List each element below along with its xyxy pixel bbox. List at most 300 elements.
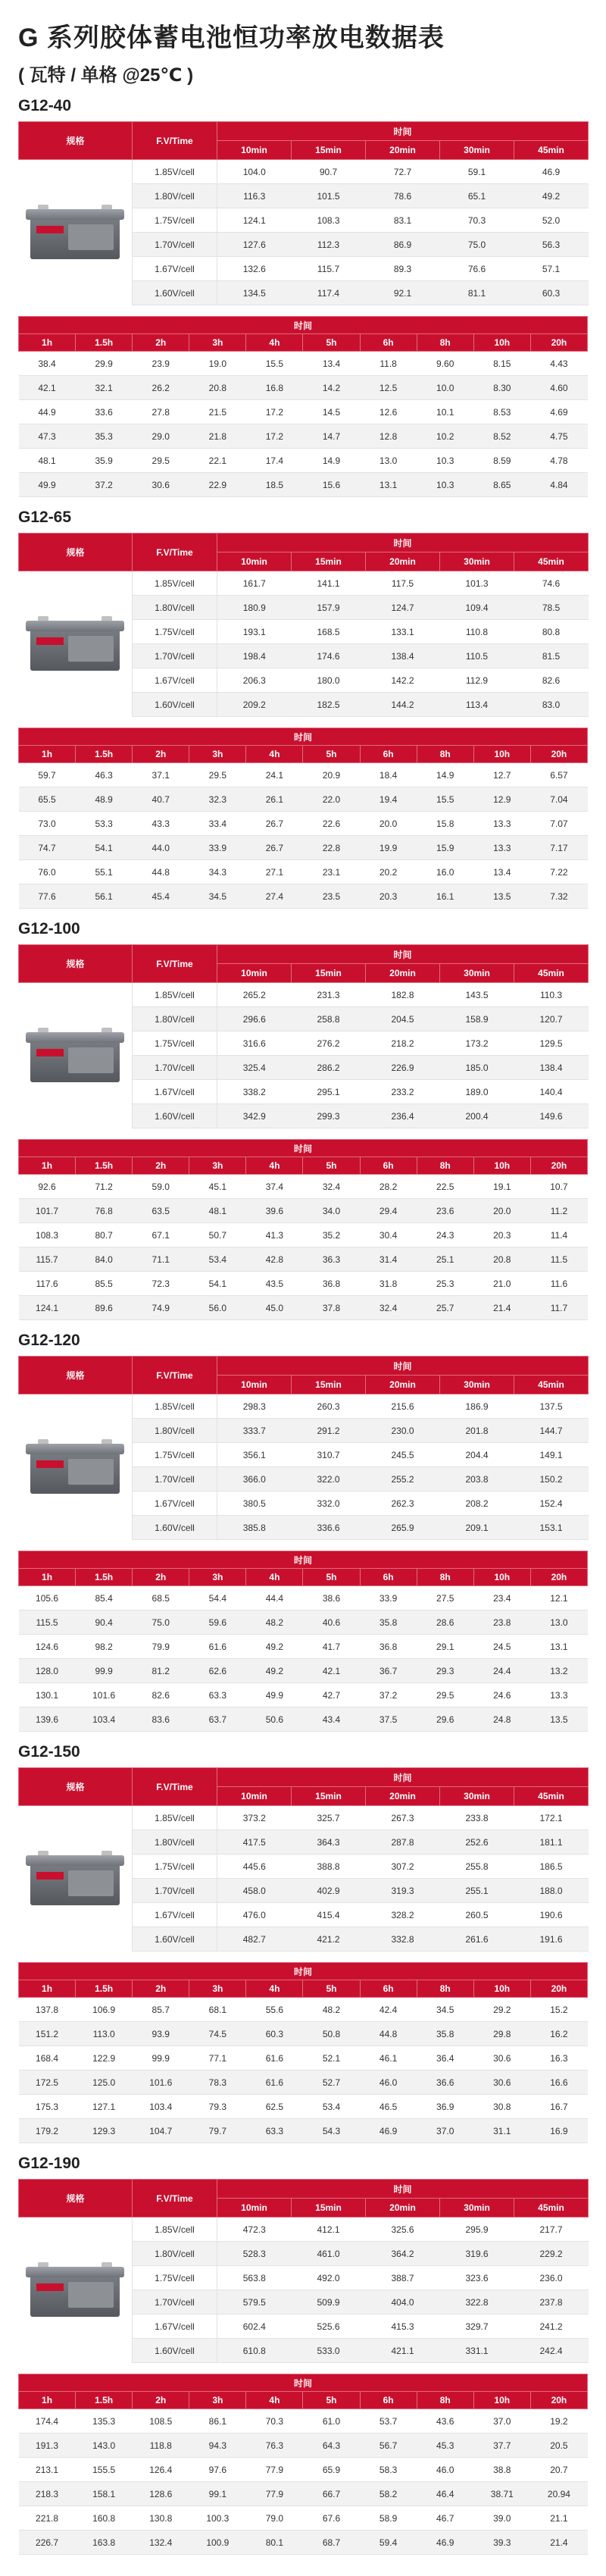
header-row xyxy=(19,317,588,334)
value-cell: 90.4 xyxy=(76,1610,133,1635)
value-cell: 152.4 xyxy=(514,1491,589,1516)
table-row xyxy=(19,1707,588,1732)
fv-cell: 1.75V/cell xyxy=(133,2266,217,2290)
value-cell: 21.8 xyxy=(189,424,246,449)
value-cell: 458.0 xyxy=(217,1879,292,1903)
model-section xyxy=(18,914,588,1326)
battery-image-cell xyxy=(19,571,133,717)
value-cell: 262.3 xyxy=(366,1491,440,1516)
value-cell: 23.5 xyxy=(303,884,360,909)
value-cell: 93.9 xyxy=(133,2022,189,2046)
value-cell: 71.2 xyxy=(76,1175,133,1199)
value-cell: 21.4 xyxy=(530,2531,587,2555)
fv-cell: 1.85V/cell xyxy=(133,2218,217,2242)
short-time-table xyxy=(18,121,589,305)
value-cell: 80.8 xyxy=(514,620,589,644)
value-cell: 563.8 xyxy=(217,2266,292,2290)
time-col-header: 8h xyxy=(417,2392,473,2409)
value-cell: 67.6 xyxy=(303,2506,360,2531)
time-col-header: 1h xyxy=(19,2392,76,2409)
value-cell: 71.1 xyxy=(133,1247,189,1272)
value-cell: 52.1 xyxy=(303,2046,360,2071)
time-col-header: 4h xyxy=(246,1980,303,1998)
time-col-header: 20h xyxy=(530,746,587,763)
value-cell: 19.2 xyxy=(530,2409,587,2434)
value-cell: 112.3 xyxy=(292,233,366,257)
fv-cell: 1.67V/cell xyxy=(133,1903,217,1927)
value-cell: 229.2 xyxy=(514,2242,589,2266)
value-cell: 133.1 xyxy=(366,620,440,644)
value-cell: 63.3 xyxy=(189,1683,246,1707)
value-cell: 49.9 xyxy=(246,1683,303,1707)
value-cell: 58.2 xyxy=(360,2482,417,2506)
table-row xyxy=(19,2531,588,2555)
fv-cell: 1.75V/cell xyxy=(133,1855,217,1879)
value-cell: 161.7 xyxy=(217,571,292,596)
value-cell: 233.8 xyxy=(440,1806,514,1830)
value-cell: 20.5 xyxy=(530,2434,587,2458)
value-cell: 163.8 xyxy=(76,2531,133,2555)
header-row xyxy=(19,728,588,746)
value-cell: 46.4 xyxy=(417,2482,473,2506)
table-row xyxy=(19,1586,588,1610)
value-cell: 20.0 xyxy=(473,1199,530,1223)
value-cell: 40.7 xyxy=(133,787,189,812)
value-cell: 13.4 xyxy=(303,352,360,376)
value-cell: 59.6 xyxy=(189,1610,246,1635)
value-cell: 54.3 xyxy=(303,2119,360,2143)
value-cell: 124.1 xyxy=(19,1296,76,1320)
value-cell: 82.6 xyxy=(133,1683,189,1707)
value-cell: 34.3 xyxy=(189,860,246,884)
value-cell: 11.5 xyxy=(530,1247,587,1272)
value-cell: 37.5 xyxy=(360,1707,417,1732)
value-cell: 14.5 xyxy=(303,400,360,424)
value-cell: 29.5 xyxy=(417,1683,473,1707)
value-cell: 329.7 xyxy=(440,2315,514,2339)
time-col-header: 6h xyxy=(360,1569,417,1586)
value-cell: 110.8 xyxy=(440,620,514,644)
time-col-header: 15min xyxy=(292,1376,366,1394)
value-cell: 138.4 xyxy=(366,644,440,668)
value-cell: 42.7 xyxy=(303,1683,360,1707)
value-cell: 149.1 xyxy=(514,1443,589,1467)
time-header: 时间 xyxy=(217,1768,589,1787)
value-cell: 36.8 xyxy=(360,1635,417,1659)
subheader-row xyxy=(19,1980,588,1998)
value-cell: 49.2 xyxy=(246,1635,303,1659)
value-cell: 236.0 xyxy=(514,2266,589,2290)
value-cell: 218.3 xyxy=(19,2482,76,2506)
value-cell: 12.7 xyxy=(473,763,530,787)
value-cell: 16.7 xyxy=(530,2095,587,2119)
value-cell: 37.0 xyxy=(417,2119,473,2143)
value-cell: 26.2 xyxy=(133,376,189,400)
value-cell: 85.7 xyxy=(133,1998,189,2022)
table-row xyxy=(19,1175,588,1199)
table-row xyxy=(19,1806,589,1830)
value-cell: 21.0 xyxy=(473,1272,530,1296)
battery-label xyxy=(36,1049,64,1056)
value-cell: 56.0 xyxy=(189,1296,246,1320)
value-cell: 13.2 xyxy=(530,1659,587,1683)
value-cell: 26.1 xyxy=(246,787,303,812)
value-cell: 204.5 xyxy=(366,1007,440,1031)
value-cell: 42.1 xyxy=(303,1659,360,1683)
value-cell: 208.2 xyxy=(440,1491,514,1516)
battery-image-cell xyxy=(19,1394,133,1540)
table-row xyxy=(19,2218,589,2242)
time-col-header: 45min xyxy=(514,964,589,983)
value-cell: 132.4 xyxy=(133,2531,189,2555)
battery-label xyxy=(36,637,64,645)
value-cell: 50.7 xyxy=(189,1223,246,1247)
value-cell: 15.5 xyxy=(246,352,303,376)
value-cell: 108.5 xyxy=(133,2409,189,2434)
short-time-table xyxy=(18,1356,589,1540)
value-cell: 32.4 xyxy=(303,1175,360,1199)
model-section xyxy=(18,1326,588,1737)
value-cell: 138.4 xyxy=(514,1056,589,1080)
value-cell: 242.4 xyxy=(514,2339,589,2363)
value-cell: 83.0 xyxy=(514,693,589,717)
time-col-header: 4h xyxy=(246,2392,303,2409)
value-cell: 115.7 xyxy=(19,1247,76,1272)
value-cell: 39.6 xyxy=(246,1199,303,1223)
value-cell: 25.1 xyxy=(417,1247,473,1272)
value-cell: 22.0 xyxy=(303,787,360,812)
value-cell: 4.69 xyxy=(530,400,587,424)
table-row xyxy=(19,376,588,400)
value-cell: 325.7 xyxy=(292,1806,366,1830)
value-cell: 10.7 xyxy=(530,1175,587,1199)
value-cell: 27.5 xyxy=(417,1586,473,1610)
table-row xyxy=(19,836,588,860)
value-cell: 322.0 xyxy=(292,1467,366,1491)
value-cell: 29.9 xyxy=(76,352,133,376)
time-col-header: 10h xyxy=(473,1157,530,1175)
fv-cell: 1.70V/cell xyxy=(133,1879,217,1903)
time-col-header: 2h xyxy=(133,1980,189,1998)
value-cell: 172.1 xyxy=(514,1806,589,1830)
fv-cell: 1.85V/cell xyxy=(133,1394,217,1419)
value-cell: 77.6 xyxy=(19,884,76,909)
value-cell: 193.1 xyxy=(217,620,292,644)
value-cell: 34.5 xyxy=(417,1998,473,2022)
value-cell: 13.0 xyxy=(530,1610,587,1635)
value-cell: 24.5 xyxy=(473,1635,530,1659)
value-cell: 27.8 xyxy=(133,400,189,424)
value-cell: 13.4 xyxy=(473,860,530,884)
table-row xyxy=(19,2046,588,2071)
time-header: 时间 xyxy=(19,728,588,746)
value-cell: 528.3 xyxy=(217,2242,292,2266)
model-section xyxy=(18,1737,588,2149)
value-cell: 12.5 xyxy=(360,376,417,400)
value-cell: 49.2 xyxy=(246,1659,303,1683)
fv-cell: 1.60V/cell xyxy=(133,1927,217,1952)
value-cell: 388.7 xyxy=(366,2266,440,2290)
value-cell: 237.8 xyxy=(514,2290,589,2315)
value-cell: 14.9 xyxy=(417,763,473,787)
value-cell: 55.6 xyxy=(246,1998,303,2022)
time-col-header: 20h xyxy=(530,2392,587,2409)
value-cell: 174.6 xyxy=(292,644,366,668)
value-cell: 175.3 xyxy=(19,2095,76,2119)
time-col-header: 45min xyxy=(514,2199,589,2218)
value-cell: 7.32 xyxy=(530,884,587,909)
value-cell: 59.4 xyxy=(360,2531,417,2555)
value-cell: 141.1 xyxy=(292,571,366,596)
value-cell: 20.9 xyxy=(303,763,360,787)
time-col-header: 3h xyxy=(189,1569,246,1586)
value-cell: 8.59 xyxy=(473,449,530,473)
value-cell: 64.3 xyxy=(303,2434,360,2458)
value-cell: 295.1 xyxy=(292,1080,366,1104)
value-cell: 322.8 xyxy=(440,2290,514,2315)
value-cell: 482.7 xyxy=(217,1927,292,1952)
time-col-header: 15min xyxy=(292,1787,366,1806)
value-cell: 153.1 xyxy=(514,1516,589,1540)
value-cell: 11.2 xyxy=(530,1199,587,1223)
value-cell: 21.5 xyxy=(189,400,246,424)
value-cell: 98.2 xyxy=(76,1635,133,1659)
value-cell: 83.1 xyxy=(366,208,440,233)
model-section xyxy=(18,91,588,502)
time-col-header: 6h xyxy=(360,746,417,763)
value-cell: 241.2 xyxy=(514,2315,589,2339)
value-cell: 78.6 xyxy=(366,184,440,208)
spec-header: 规格 xyxy=(19,122,133,160)
value-cell: 30.6 xyxy=(133,473,189,497)
value-cell: 11.4 xyxy=(530,1223,587,1247)
value-cell: 328.2 xyxy=(366,1903,440,1927)
value-cell: 117.6 xyxy=(19,1272,76,1296)
header-row xyxy=(19,1357,589,1376)
value-cell: 25.3 xyxy=(417,1272,473,1296)
value-cell: 364.3 xyxy=(292,1830,366,1855)
value-cell: 34.0 xyxy=(303,1199,360,1223)
value-cell: 100.9 xyxy=(189,2531,246,2555)
value-cell: 180.0 xyxy=(292,668,366,693)
value-cell: 7.17 xyxy=(530,836,587,860)
short-time-table xyxy=(18,944,589,1128)
value-cell: 9.60 xyxy=(417,352,473,376)
value-cell: 30.4 xyxy=(360,1223,417,1247)
value-cell: 62.5 xyxy=(246,2095,303,2119)
value-cell: 115.5 xyxy=(19,1610,76,1635)
value-cell: 30.8 xyxy=(473,2095,530,2119)
fv-cell: 1.60V/cell xyxy=(133,281,217,305)
value-cell: 81.1 xyxy=(440,281,514,305)
value-cell: 70.3 xyxy=(440,208,514,233)
value-cell: 78.5 xyxy=(514,596,589,620)
spec-header: 规格 xyxy=(19,945,133,983)
value-cell: 356.1 xyxy=(217,1443,292,1467)
value-cell: 287.8 xyxy=(366,1830,440,1855)
value-cell: 298.3 xyxy=(217,1394,292,1419)
value-cell: 74.9 xyxy=(133,1296,189,1320)
time-col-header: 30min xyxy=(440,552,514,571)
value-cell: 299.3 xyxy=(292,1104,366,1128)
value-cell: 226.7 xyxy=(19,2531,76,2555)
battery-lid xyxy=(26,1032,124,1043)
value-cell: 260.3 xyxy=(292,1394,366,1419)
value-cell: 14.9 xyxy=(303,449,360,473)
fv-cell: 1.85V/cell xyxy=(133,571,217,596)
value-cell: 35.9 xyxy=(76,449,133,473)
value-cell: 80.1 xyxy=(246,2531,303,2555)
header-row xyxy=(19,1551,588,1569)
time-header: 时间 xyxy=(217,945,589,964)
value-cell: 58.3 xyxy=(360,2458,417,2482)
value-cell: 101.6 xyxy=(133,2071,189,2095)
value-cell: 218.2 xyxy=(366,1031,440,1056)
value-cell: 36.6 xyxy=(417,2071,473,2095)
time-col-header: 5h xyxy=(303,1569,360,1586)
value-cell: 23.4 xyxy=(473,1586,530,1610)
value-cell: 200.4 xyxy=(440,1104,514,1128)
value-cell: 46.9 xyxy=(417,2531,473,2555)
value-cell: 13.3 xyxy=(473,836,530,860)
value-cell: 132.6 xyxy=(217,257,292,281)
time-col-header: 6h xyxy=(360,1980,417,1998)
fv-cell: 1.80V/cell xyxy=(133,1830,217,1855)
value-cell: 37.7 xyxy=(473,2434,530,2458)
value-cell: 37.4 xyxy=(246,1175,303,1199)
value-cell: 113.4 xyxy=(440,693,514,717)
value-cell: 265.2 xyxy=(217,983,292,1007)
time-col-header: 1.5h xyxy=(76,1157,133,1175)
value-cell: 39.3 xyxy=(473,2531,530,2555)
value-cell: 52.7 xyxy=(303,2071,360,2095)
value-cell: 191.6 xyxy=(514,1927,589,1952)
value-cell: 168.5 xyxy=(292,620,366,644)
value-cell: 20.3 xyxy=(473,1223,530,1247)
value-cell: 101.5 xyxy=(292,184,366,208)
table-row xyxy=(19,2409,588,2434)
value-cell: 79.0 xyxy=(246,2506,303,2531)
table-row xyxy=(19,983,589,1007)
spec-header: 规格 xyxy=(19,1357,133,1394)
fv-cell: 1.67V/cell xyxy=(133,1080,217,1104)
value-cell: 445.6 xyxy=(217,1855,292,1879)
fv-cell: 1.67V/cell xyxy=(133,1491,217,1516)
value-cell: 186.9 xyxy=(440,1394,514,1419)
value-cell: 7.07 xyxy=(530,812,587,836)
value-cell: 204.4 xyxy=(440,1443,514,1467)
time-col-header: 30min xyxy=(440,2199,514,2218)
value-cell: 22.5 xyxy=(417,1175,473,1199)
value-cell: 19.1 xyxy=(473,1175,530,1199)
value-cell: 42.1 xyxy=(19,376,76,400)
value-cell: 103.4 xyxy=(133,2095,189,2119)
table-row xyxy=(19,352,588,376)
value-cell: 32.3 xyxy=(189,787,246,812)
value-cell: 104.7 xyxy=(133,2119,189,2143)
time-col-header: 30min xyxy=(440,1376,514,1394)
time-col-header: 8h xyxy=(417,1157,473,1175)
value-cell: 56.7 xyxy=(360,2434,417,2458)
value-cell: 117.4 xyxy=(292,281,366,305)
value-cell: 126.4 xyxy=(133,2458,189,2482)
value-cell: 112.9 xyxy=(440,668,514,693)
value-cell: 12.1 xyxy=(530,1586,587,1610)
battery-lid xyxy=(26,1855,124,1866)
value-cell: 39.0 xyxy=(473,2506,530,2531)
value-cell: 22.9 xyxy=(189,473,246,497)
table-row xyxy=(19,449,588,473)
value-cell: 78.3 xyxy=(189,2071,246,2095)
value-cell: 80.7 xyxy=(76,1223,133,1247)
value-cell: 43.6 xyxy=(417,2409,473,2434)
value-cell: 61.0 xyxy=(303,2409,360,2434)
value-cell: 36.8 xyxy=(303,1272,360,1296)
value-cell: 41.7 xyxy=(303,1635,360,1659)
long-time-table xyxy=(18,1139,588,1320)
value-cell: 49.2 xyxy=(514,184,589,208)
value-cell: 21.1 xyxy=(530,2506,587,2531)
time-col-header: 10min xyxy=(217,964,292,983)
time-header: 时间 xyxy=(19,1551,588,1569)
value-cell: 12.9 xyxy=(473,787,530,812)
fv-cell: 1.70V/cell xyxy=(133,1467,217,1491)
time-col-header: 10min xyxy=(217,2199,292,2218)
time-col-header: 3h xyxy=(189,334,246,352)
value-cell: 16.8 xyxy=(246,376,303,400)
value-cell: 76.3 xyxy=(246,2434,303,2458)
value-cell: 86.9 xyxy=(366,233,440,257)
time-col-header: 10h xyxy=(473,1569,530,1586)
fv-cell: 1.75V/cell xyxy=(133,208,217,233)
value-cell: 142.2 xyxy=(366,668,440,693)
value-cell: 476.0 xyxy=(217,1903,292,1927)
value-cell: 286.2 xyxy=(292,1056,366,1080)
value-cell: 45.3 xyxy=(417,2434,473,2458)
value-cell: 188.0 xyxy=(514,1879,589,1903)
value-cell: 215.6 xyxy=(366,1394,440,1419)
value-cell: 56.1 xyxy=(76,884,133,909)
value-cell: 255.8 xyxy=(440,1855,514,1879)
time-col-header: 20h xyxy=(530,1157,587,1175)
time-col-header: 2h xyxy=(133,1157,189,1175)
value-cell: 12.6 xyxy=(360,400,417,424)
value-cell: 4.78 xyxy=(530,449,587,473)
value-cell: 124.7 xyxy=(366,596,440,620)
value-cell: 415.3 xyxy=(366,2315,440,2339)
subheader-row xyxy=(19,1157,588,1175)
value-cell: 74.5 xyxy=(189,2022,246,2046)
value-cell: 46.3 xyxy=(76,763,133,787)
value-cell: 233.2 xyxy=(366,1080,440,1104)
time-col-header: 6h xyxy=(360,1157,417,1175)
value-cell: 35.3 xyxy=(76,424,133,449)
value-cell: 209.1 xyxy=(440,1516,514,1540)
value-cell: 31.4 xyxy=(360,1247,417,1272)
value-cell: 461.0 xyxy=(292,2242,366,2266)
value-cell: 44.8 xyxy=(133,860,189,884)
time-col-header: 1h xyxy=(19,334,76,352)
value-cell: 16.0 xyxy=(417,860,473,884)
fv-cell: 1.67V/cell xyxy=(133,257,217,281)
fv-cell: 1.75V/cell xyxy=(133,620,217,644)
time-col-header: 20h xyxy=(530,1980,587,1998)
time-col-header: 45min xyxy=(514,1376,589,1394)
time-col-header: 15min xyxy=(292,964,366,983)
value-cell: 50.6 xyxy=(246,1707,303,1732)
time-col-header: 20min xyxy=(366,552,440,571)
value-cell: 23.1 xyxy=(303,860,360,884)
